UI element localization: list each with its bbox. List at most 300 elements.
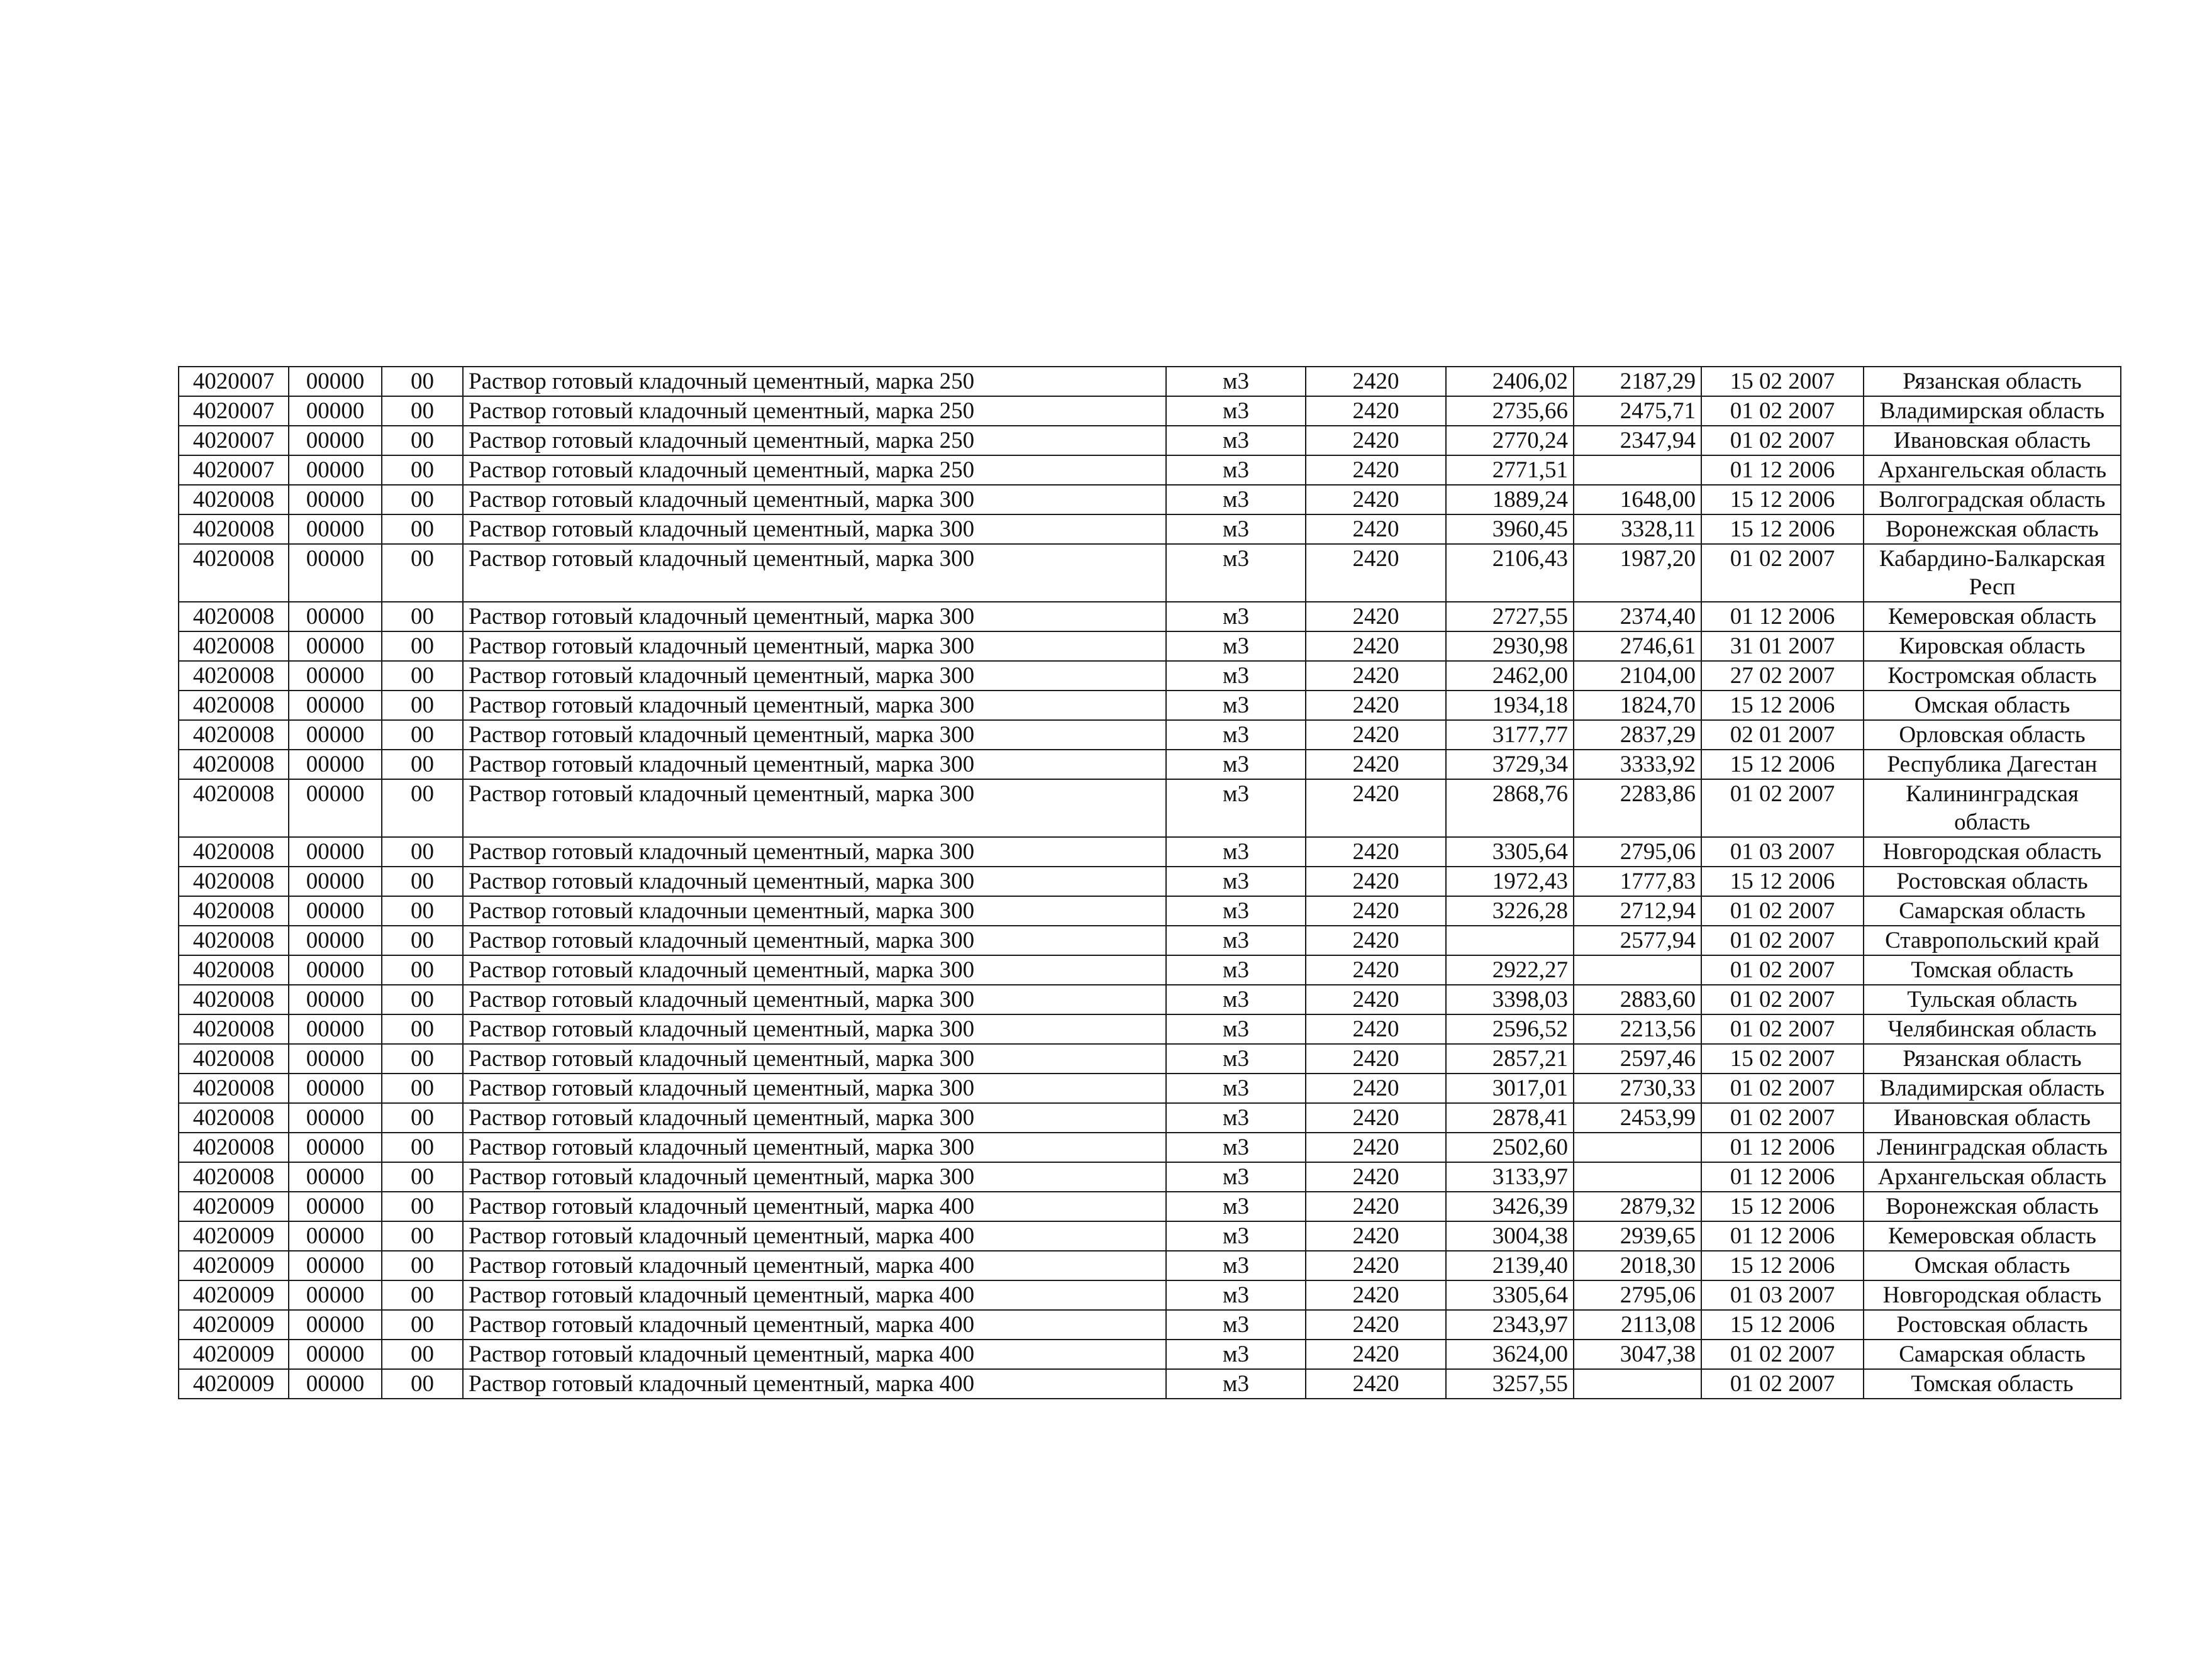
price1-cell: 3004,38 (1446, 1221, 1574, 1251)
region-cell: Калининградская область (1864, 779, 2121, 837)
okp-cell: 2420 (1306, 896, 1446, 926)
price1-cell: 2930,98 (1446, 631, 1574, 661)
price2-cell (1574, 455, 1701, 485)
table-row (179, 485, 2121, 514)
date-cell: 01 03 2007 (1701, 1280, 1864, 1310)
price2-cell: 1648,00 (1574, 485, 1701, 514)
group-cell: 00 (382, 1280, 463, 1310)
unit-cell: м3 (1166, 1221, 1306, 1251)
name-cell: Раствор готовый кладочный цементный, марка 250 (463, 396, 1166, 426)
okp-cell: 2420 (1306, 1192, 1446, 1221)
unit-cell: м3 (1166, 1044, 1306, 1074)
code-cell: 4020008 (179, 691, 289, 720)
unit-cell: м3 (1166, 1280, 1306, 1310)
subcode-cell: 00000 (289, 926, 382, 955)
subcode-cell: 00000 (289, 396, 382, 426)
name-cell: Раствор готовый кладочный цементный, марка 300 (463, 750, 1166, 779)
code-cell: 4020008 (179, 1014, 289, 1044)
code-cell: 4020008 (179, 1044, 289, 1074)
price1-cell: 2106,43 (1446, 544, 1574, 602)
date-cell: 01 12 2006 (1701, 1221, 1864, 1251)
price2-cell: 1987,20 (1574, 544, 1701, 602)
subcode-cell: 00000 (289, 1162, 382, 1192)
code-cell: 4020008 (179, 544, 289, 602)
group-cell: 00 (382, 750, 463, 779)
code-cell: 4020008 (179, 1133, 289, 1162)
subcode-cell: 00000 (289, 1074, 382, 1103)
table-row (179, 985, 2121, 1014)
name-cell: Раствор готовый кладочный цементный, марка 300 (463, 926, 1166, 955)
date-cell: 15 12 2006 (1701, 867, 1864, 896)
unit-cell: м3 (1166, 1369, 1306, 1399)
unit-cell: м3 (1166, 691, 1306, 720)
group-cell: 00 (382, 837, 463, 867)
okp-cell: 2420 (1306, 1162, 1446, 1192)
name-cell: Раствор готовый кладочный цементный, марка 300 (463, 691, 1166, 720)
price2-cell (1574, 1369, 1701, 1399)
region-cell: Томская область (1864, 955, 2121, 985)
price1-cell: 3257,55 (1446, 1369, 1574, 1399)
region-cell: Воронежская область (1864, 1192, 2121, 1221)
date-cell: 01 12 2006 (1701, 455, 1864, 485)
subcode-cell: 00000 (289, 631, 382, 661)
region-cell: Омская область (1864, 1251, 2121, 1280)
subcode-cell: 00000 (289, 720, 382, 750)
subcode-cell: 00000 (289, 514, 382, 544)
code-cell: 4020008 (179, 1103, 289, 1133)
name-cell: Раствор готовый кладочный цементный, марка 300 (463, 985, 1166, 1014)
name-cell: Раствор готовый кладочный цементный, марка 250 (463, 367, 1166, 396)
date-cell: 01 02 2007 (1701, 779, 1864, 837)
subcode-cell: 00000 (289, 661, 382, 691)
name-cell: Раствор готовый кладочный цементный, марка 250 (463, 455, 1166, 485)
table-body (179, 367, 2121, 1399)
group-cell: 00 (382, 1340, 463, 1369)
okp-cell: 2420 (1306, 750, 1446, 779)
price2-cell: 3333,92 (1574, 750, 1701, 779)
unit-cell: м3 (1166, 426, 1306, 455)
price2-cell: 3328,11 (1574, 514, 1701, 544)
price1-cell: 2771,51 (1446, 455, 1574, 485)
code-cell: 4020008 (179, 485, 289, 514)
subcode-cell: 00000 (289, 1340, 382, 1369)
okp-cell: 2420 (1306, 485, 1446, 514)
name-cell: Раствор готовый кладочный цементный, марка 300 (463, 779, 1166, 837)
table-row (179, 1044, 2121, 1074)
table-row (179, 720, 2121, 750)
okp-cell: 2420 (1306, 1103, 1446, 1133)
subcode-cell: 00000 (289, 837, 382, 867)
price2-cell: 2795,06 (1574, 837, 1701, 867)
okp-cell: 2420 (1306, 720, 1446, 750)
table-row (179, 1133, 2121, 1162)
table-row (179, 1221, 2121, 1251)
name-cell: Раствор готовый кладочный цементный, марка 300 (463, 544, 1166, 602)
okp-cell: 2420 (1306, 1074, 1446, 1103)
date-cell: 15 12 2006 (1701, 485, 1864, 514)
code-cell: 4020008 (179, 750, 289, 779)
table-row (179, 691, 2121, 720)
date-cell: 15 12 2006 (1701, 1192, 1864, 1221)
table-row (179, 602, 2121, 631)
name-cell: Раствор готовый кладочный цементный, марка 400 (463, 1251, 1166, 1280)
group-cell: 00 (382, 426, 463, 455)
date-cell: 01 02 2007 (1701, 955, 1864, 985)
group-cell: 00 (382, 1014, 463, 1044)
unit-cell: м3 (1166, 396, 1306, 426)
region-cell: Архангельская область (1864, 1162, 2121, 1192)
region-cell: Волгоградская область (1864, 485, 2121, 514)
unit-cell: м3 (1166, 485, 1306, 514)
price1-cell: 2868,76 (1446, 779, 1574, 837)
date-cell: 01 02 2007 (1701, 426, 1864, 455)
okp-cell: 2420 (1306, 1340, 1446, 1369)
table-row (179, 1369, 2121, 1399)
okp-cell: 2420 (1306, 985, 1446, 1014)
price1-cell (1446, 926, 1574, 955)
group-cell: 00 (382, 691, 463, 720)
unit-cell: м3 (1166, 1310, 1306, 1340)
subcode-cell: 00000 (289, 1133, 382, 1162)
date-cell: 01 02 2007 (1701, 1074, 1864, 1103)
price-sheet (178, 366, 2121, 1399)
subcode-cell: 00000 (289, 455, 382, 485)
region-cell: Челябинская область (1864, 1014, 2121, 1044)
date-cell: 01 02 2007 (1701, 926, 1864, 955)
price1-cell: 2857,21 (1446, 1044, 1574, 1074)
region-cell: Костромская область (1864, 661, 2121, 691)
unit-cell: м3 (1166, 631, 1306, 661)
name-cell: Раствор готовый кладочный цементный, марка 300 (463, 1074, 1166, 1103)
group-cell: 00 (382, 926, 463, 955)
okp-cell: 2420 (1306, 867, 1446, 896)
group-cell: 00 (382, 1251, 463, 1280)
unit-cell: м3 (1166, 720, 1306, 750)
table-row (179, 544, 2121, 602)
region-cell: Новгородская область (1864, 837, 2121, 867)
name-cell: Раствор готовый кладочный цементный, марка 400 (463, 1310, 1166, 1340)
group-cell: 00 (382, 1310, 463, 1340)
group-cell: 00 (382, 1192, 463, 1221)
group-cell: 00 (382, 631, 463, 661)
price1-cell: 3305,64 (1446, 1280, 1574, 1310)
subcode-cell: 00000 (289, 955, 382, 985)
code-cell: 4020009 (179, 1369, 289, 1399)
code-cell: 4020008 (179, 867, 289, 896)
region-cell: Ростовская область (1864, 867, 2121, 896)
okp-cell: 2420 (1306, 661, 1446, 691)
okp-cell: 2420 (1306, 1014, 1446, 1044)
okp-cell: 2420 (1306, 396, 1446, 426)
okp-cell: 2420 (1306, 1280, 1446, 1310)
name-cell: Раствор готовый кладочный цементный, марка 300 (463, 602, 1166, 631)
okp-cell: 2420 (1306, 1133, 1446, 1162)
table-row (179, 367, 2121, 396)
subcode-cell: 00000 (289, 779, 382, 837)
group-cell: 00 (382, 367, 463, 396)
group-cell: 00 (382, 985, 463, 1014)
group-cell: 00 (382, 1044, 463, 1074)
subcode-cell: 00000 (289, 602, 382, 631)
region-cell: Ивановская область (1864, 426, 2121, 455)
unit-cell: м3 (1166, 867, 1306, 896)
region-cell: Ростовская область (1864, 1310, 2121, 1340)
code-cell: 4020008 (179, 1162, 289, 1192)
region-cell: Владимирская область (1864, 396, 2121, 426)
table-row (179, 837, 2121, 867)
name-cell: Раствор готовый кладочный цементный, марка 300 (463, 485, 1166, 514)
okp-cell: 2420 (1306, 691, 1446, 720)
code-cell: 4020007 (179, 367, 289, 396)
subcode-cell: 00000 (289, 1103, 382, 1133)
price2-cell: 2795,06 (1574, 1280, 1701, 1310)
name-cell: Раствор готовый кладочный цементный, марка 300 (463, 661, 1166, 691)
name-cell: Раствор готовый кладочный цементный, марка 300 (463, 1133, 1166, 1162)
unit-cell: м3 (1166, 367, 1306, 396)
region-cell: Кабардино-Балкарская Респ (1864, 544, 2121, 602)
okp-cell: 2420 (1306, 544, 1446, 602)
region-cell: Ставропольский край (1864, 926, 2121, 955)
price1-cell: 2502,60 (1446, 1133, 1574, 1162)
price1-cell: 3177,77 (1446, 720, 1574, 750)
date-cell: 01 02 2007 (1701, 896, 1864, 926)
subcode-cell: 00000 (289, 1280, 382, 1310)
region-cell: Владимирская область (1864, 1074, 2121, 1103)
okp-cell: 2420 (1306, 631, 1446, 661)
date-cell: 15 12 2006 (1701, 1251, 1864, 1280)
subcode-cell: 00000 (289, 1044, 382, 1074)
name-cell: Раствор готовый кладочный цементный, марка 300 (463, 1103, 1166, 1133)
date-cell: 01 02 2007 (1701, 544, 1864, 602)
price2-cell (1574, 955, 1701, 985)
name-cell: Раствор готовый кладочныи цементный, марка 300 (463, 896, 1166, 926)
price1-cell: 3729,34 (1446, 750, 1574, 779)
table-row (179, 955, 2121, 985)
unit-cell: м3 (1166, 750, 1306, 779)
subcode-cell: 00000 (289, 1369, 382, 1399)
name-cell: Раствор готовый кладочный цементный, марка 300 (463, 1162, 1166, 1192)
price2-cell: 1824,70 (1574, 691, 1701, 720)
date-cell: 15 02 2007 (1701, 367, 1864, 396)
date-cell: 01 02 2007 (1701, 1369, 1864, 1399)
group-cell: 00 (382, 779, 463, 837)
name-cell: Раствор готовый кладочный цементный, марка 250 (463, 426, 1166, 455)
name-cell: Раствор готовый кладочный цементный, марка 400 (463, 1221, 1166, 1251)
region-cell: Кировская область (1864, 631, 2121, 661)
subcode-cell: 00000 (289, 1251, 382, 1280)
price1-cell: 3133,97 (1446, 1162, 1574, 1192)
unit-cell: м3 (1166, 544, 1306, 602)
price2-cell: 2883,60 (1574, 985, 1701, 1014)
okp-cell: 2420 (1306, 955, 1446, 985)
price1-cell: 3017,01 (1446, 1074, 1574, 1103)
region-cell: Рязанская область (1864, 1044, 2121, 1074)
region-cell: Воронежская область (1864, 514, 2121, 544)
code-cell: 4020008 (179, 985, 289, 1014)
okp-cell: 2420 (1306, 455, 1446, 485)
okp-cell: 2420 (1306, 779, 1446, 837)
name-cell: Раствор готовый кладочный цементный, марка 300 (463, 514, 1166, 544)
region-cell: Архангельская область (1864, 455, 2121, 485)
unit-cell: м3 (1166, 514, 1306, 544)
unit-cell: м3 (1166, 1162, 1306, 1192)
okp-cell: 2420 (1306, 426, 1446, 455)
date-cell: 01 02 2007 (1701, 1014, 1864, 1044)
price2-cell: 2597,46 (1574, 1044, 1701, 1074)
code-cell: 4020009 (179, 1280, 289, 1310)
group-cell: 00 (382, 661, 463, 691)
unit-cell: м3 (1166, 1074, 1306, 1103)
table-row (179, 1162, 2121, 1192)
date-cell: 31 01 2007 (1701, 631, 1864, 661)
date-cell: 15 12 2006 (1701, 1310, 1864, 1340)
table-row (179, 750, 2121, 779)
code-cell: 4020009 (179, 1221, 289, 1251)
price2-cell: 2746,61 (1574, 631, 1701, 661)
subcode-cell: 00000 (289, 1310, 382, 1340)
unit-cell: м3 (1166, 1192, 1306, 1221)
subcode-cell: 00000 (289, 367, 382, 396)
code-cell: 4020008 (179, 631, 289, 661)
date-cell: 01 02 2007 (1701, 1103, 1864, 1133)
group-cell: 00 (382, 455, 463, 485)
subcode-cell: 00000 (289, 426, 382, 455)
unit-cell: м3 (1166, 1133, 1306, 1162)
region-cell: Омская область (1864, 691, 2121, 720)
price2-cell: 2104,00 (1574, 661, 1701, 691)
price2-cell: 2187,29 (1574, 367, 1701, 396)
price2-cell: 2113,08 (1574, 1310, 1701, 1340)
price2-cell (1574, 1162, 1701, 1192)
unit-cell: м3 (1166, 1251, 1306, 1280)
price1-cell: 2596,52 (1446, 1014, 1574, 1044)
date-cell: 01 02 2007 (1701, 1340, 1864, 1369)
group-cell: 00 (382, 1103, 463, 1133)
unit-cell: м3 (1166, 661, 1306, 691)
unit-cell: м3 (1166, 455, 1306, 485)
price2-cell: 2475,71 (1574, 396, 1701, 426)
okp-cell: 2420 (1306, 1221, 1446, 1251)
code-cell: 4020008 (179, 926, 289, 955)
code-cell: 4020008 (179, 720, 289, 750)
table-row (179, 426, 2121, 455)
table-row (179, 455, 2121, 485)
price1-cell: 3960,45 (1446, 514, 1574, 544)
date-cell: 15 02 2007 (1701, 1044, 1864, 1074)
subcode-cell: 00000 (289, 691, 382, 720)
price1-cell: 2878,41 (1446, 1103, 1574, 1133)
okp-cell: 2420 (1306, 514, 1446, 544)
unit-cell: м3 (1166, 1103, 1306, 1133)
price1-cell: 3398,03 (1446, 985, 1574, 1014)
price1-cell: 1934,18 (1446, 691, 1574, 720)
subcode-cell: 00000 (289, 867, 382, 896)
code-cell: 4020009 (179, 1251, 289, 1280)
group-cell: 00 (382, 544, 463, 602)
price1-cell: 2406,02 (1446, 367, 1574, 396)
name-cell: Раствор готовый кладочный цементный, марка 400 (463, 1340, 1166, 1369)
price2-cell: 1777,83 (1574, 867, 1701, 896)
price2-cell: 2283,86 (1574, 779, 1701, 837)
price1-cell: 3426,39 (1446, 1192, 1574, 1221)
subcode-cell: 00000 (289, 485, 382, 514)
group-cell: 00 (382, 1162, 463, 1192)
subcode-cell: 00000 (289, 1192, 382, 1221)
okp-cell: 2420 (1306, 837, 1446, 867)
price1-cell: 2462,00 (1446, 661, 1574, 691)
subcode-cell: 00000 (289, 544, 382, 602)
okp-cell: 2420 (1306, 1369, 1446, 1399)
price2-cell: 2879,32 (1574, 1192, 1701, 1221)
unit-cell: м3 (1166, 779, 1306, 837)
code-cell: 4020007 (179, 455, 289, 485)
code-cell: 4020008 (179, 955, 289, 985)
price1-cell: 1889,24 (1446, 485, 1574, 514)
price1-cell: 2922,27 (1446, 955, 1574, 985)
subcode-cell: 00000 (289, 985, 382, 1014)
code-cell: 4020008 (179, 1074, 289, 1103)
date-cell: 27 02 2007 (1701, 661, 1864, 691)
region-cell: Ленинградская область (1864, 1133, 2121, 1162)
code-cell: 4020007 (179, 396, 289, 426)
name-cell: Раствор готовый кладочный цементный, марка 300 (463, 867, 1166, 896)
code-cell: 4020008 (179, 896, 289, 926)
table-row (179, 867, 2121, 896)
price2-cell (1574, 1133, 1701, 1162)
price2-cell: 3047,38 (1574, 1340, 1701, 1369)
name-cell: Раствор готовый кладочный цементный, марка 300 (463, 631, 1166, 661)
unit-cell: м3 (1166, 1340, 1306, 1369)
table-row (179, 1310, 2121, 1340)
region-cell: Ивановская область (1864, 1103, 2121, 1133)
name-cell: Раствор готовый кладочный цементный, марка 300 (463, 720, 1166, 750)
date-cell: 15 12 2006 (1701, 750, 1864, 779)
group-cell: 00 (382, 602, 463, 631)
code-cell: 4020008 (179, 779, 289, 837)
group-cell: 00 (382, 896, 463, 926)
table-row (179, 1251, 2121, 1280)
date-cell: 01 12 2006 (1701, 1133, 1864, 1162)
group-cell: 00 (382, 720, 463, 750)
name-cell: Раствор готовый кладочный цементный, марка 300 (463, 837, 1166, 867)
okp-cell: 2420 (1306, 1310, 1446, 1340)
region-cell: Самарская область (1864, 896, 2121, 926)
code-cell: 4020008 (179, 837, 289, 867)
code-cell: 4020008 (179, 514, 289, 544)
date-cell: 01 12 2006 (1701, 602, 1864, 631)
region-cell: Тульская область (1864, 985, 2121, 1014)
name-cell: Раствор готовый кладочный цементный, марка 300 (463, 955, 1166, 985)
region-cell: Самарская область (1864, 1340, 2121, 1369)
price1-cell: 1972,43 (1446, 867, 1574, 896)
region-cell: Кемеровская область (1864, 602, 2121, 631)
unit-cell: м3 (1166, 896, 1306, 926)
okp-cell: 2420 (1306, 367, 1446, 396)
price1-cell: 3305,64 (1446, 837, 1574, 867)
okp-cell: 2420 (1306, 602, 1446, 631)
okp-cell: 2420 (1306, 1251, 1446, 1280)
price2-cell: 2837,29 (1574, 720, 1701, 750)
table-row (179, 396, 2121, 426)
price2-cell: 2374,40 (1574, 602, 1701, 631)
region-cell: Рязанская область (1864, 367, 2121, 396)
region-cell: Республика Дагестан (1864, 750, 2121, 779)
price1-cell: 2343,97 (1446, 1310, 1574, 1340)
price-table (178, 366, 2121, 1399)
date-cell: 01 12 2006 (1701, 1162, 1864, 1192)
region-cell: Томская область (1864, 1369, 2121, 1399)
table-row (179, 514, 2121, 544)
